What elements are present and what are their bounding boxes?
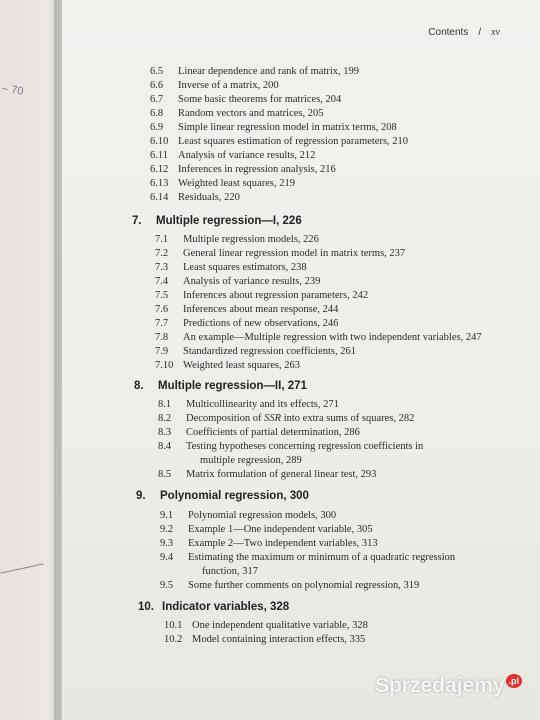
margin-handwriting: – 70 (1, 82, 25, 98)
running-header (428, 27, 500, 38)
header-page-number: xv (491, 27, 500, 38)
header-separator: / (478, 27, 482, 38)
pencil-mark (0, 563, 43, 573)
header-label: Contents (428, 27, 469, 38)
facing-page (0, 0, 58, 720)
marketplace-watermark-logo: Sprzedajemy $^{.pl}$ (375, 674, 522, 698)
contents-page: Contents / xv 6.5 Linear dependence and rank of matrix, 199 6.6 Inverse of a matrix, 200 6.7 Some basic theorems for matrices, 204 6.8 Random vectors and matrices, 205 6.9 Simple linear regression model in matrix terms, 208 6.10 Least squares estimation of regression parameters, 210 6.11 Analysis of variance results, 212 6.12 Inferences in regression analysis, 216 6.13 Weighted least squares, 219 6.14 Residuals, 220 7. Multiple regression—I, 226 7.1 Multiple regression models, 226 7.2 General linear regression model in matrix terms, 237 7.3 Least squares estimators, 238 7.4 Analysis of variance results, 239 7.5 Inferences about regression parameters, 242 7.6 Inferences about mean response, 244 7.7 Predictions of new observations, 246 7.8 An example—Multiple regression with two independent variables, 247 7.9 Standardized regression coefficients, 261 7.10 Weighted least squares, 263 8. Multiple regression—II, 271 8.1 Multicollinearity and its effects, 271 8.2 Decomposition of SSR into extra sums of squares, 282 8.3 Coefficients of partial determination, 286 8.4 Testing hypotheses concerning regression coefficients in multiple regression, 289 8.5 Matrix formulation of general linear test, 293 9. Polynomial regression, 300 9.1 Polynomial regression models, 300 9.2 Example 1—One independent variable, 305 9.3 Example 2—Two independent variables, 313 9.4 Estimating the maximum or minimum of a quadratic regression function, 317 9.5 Some further comments on polynomial regression, 319 10. Indicator variables, 328 10.1 One independent qualitative variable, 328 10.2 Model containing interaction effects, 335 (62, 0, 540, 720)
